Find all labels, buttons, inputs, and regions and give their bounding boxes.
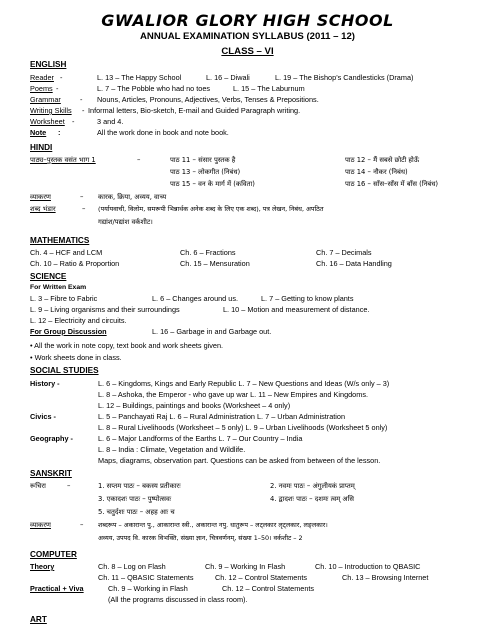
computer-theory-label: Theory [30,562,55,571]
social-heading: SOCIAL STUDIES [30,366,99,375]
social-history-line2: L. 8 – Ashoka, the Emperor - who gave up war L. 11 – New Empires and Kingdoms. [98,390,368,399]
science-group-text: L. 16 – Garbage in and Garbage out. [152,327,272,336]
hindi-vocab-sep: – [82,205,86,213]
sanskrit-grammar-line1: शब्दरूप – अकारान्त पु., आकारान्त स्त्री., अकारान्त नपु. धातुरूप – लट्लकार लृट्लकार, लङ्लकार। [98,521,328,529]
english-note-label: Note [30,128,47,137]
maths-ch4: Ch. 4 – HCF and LCM [30,248,103,257]
computer-ch10: Ch. 10 – Introduction to QBASIC [315,562,421,571]
hindi-grammar-topics: कारक, क्रिया, अव्यय, वाच्य [98,193,167,201]
hindi-grammar-label: व्याकरण [30,193,51,201]
computer-practical-ch9: Ch. 9 – Working in Flash [108,584,188,593]
english-poems-label: Poems [30,84,53,93]
social-geo-label: Geography - [30,434,73,443]
english-grammar-label: Grammar [30,95,61,104]
hindi-lesson-11: पाठ 11 – संसार पुस्तक है [170,156,236,164]
english-poems-l7: L. 7 – The Pobble who had no toes [97,84,211,93]
sanskrit-lesson-3: 3. एकादशः पाठः – पुष्पोत्सवः [98,495,172,503]
maths-ch6: Ch. 6 – Fractions [180,248,236,257]
hindi-lesson-12: पाठ 12 – मैं सबसे छोटी होऊँ [345,156,420,164]
sanskrit-lesson-4: 4. द्वादशः पाठः – दशमः त्वम् असि [270,495,354,503]
sanskrit-grammar-label: व्याकरण [30,521,51,529]
english-worksheet-value: 3 and 4. [97,117,124,126]
hindi-lesson-14: पाठ 14 – नौकर (निबंध) [345,168,408,176]
syllabus-title: ANNUAL EXAMINATION SYLLABUS (2011 – 12) [139,31,355,42]
science-written-label: For Written Exam [30,284,87,291]
hindi-book-sep: – [137,156,141,164]
maths-ch10: Ch. 10 – Ratio & Proportion [30,259,120,268]
english-writing-sep: - [82,106,85,115]
english-reader-label: Reader [30,73,54,82]
english-worksheet-sep: - [72,117,75,126]
sanskrit-grammar-line2: अव्यय, उपपद वि. कारक विभक्ति, संख्या ज्ञान, चित्रवर्णनम्, संख्या 1–50। वर्कशीट – 2 [98,534,303,542]
english-reader-l19: L. 19 – The Bishop’s Candlesticks (Drama) [275,73,414,82]
hindi-lesson-16: पाठ 16 – साँस–साँस में बाँस (निबंध) [345,180,439,188]
art-heading: ART [30,615,47,624]
sanskrit-lesson-2: 2. नवमः पाठः – अंगुलीयकं प्राप्तम् [270,482,355,490]
science-l6: L. 6 – Changes around us. [152,294,239,303]
sanskrit-book-sep: – [67,482,71,490]
english-note-text: All the work done in book and note book. [97,128,229,137]
social-geo-line3: Maps, diagrams, observation part. Questions can be asked from between of the lesson. [98,456,381,465]
english-reader-l16: L. 16 – Diwali [206,73,250,82]
social-civics-line1: L. 5 – Panchayati Raj L. 6 – Rural Administration L. 7 – Urban Administration [98,412,346,421]
hindi-vocab-line2: गद्यांश/पद्यांश वर्कशीट। [98,218,153,226]
hindi-grammar-sep: – [80,193,84,201]
hindi-book-label: पाठ्य–पुस्तक वसंत भाग 1 [30,156,96,164]
social-civics-label: Civics - [30,412,56,421]
computer-ch9: Ch. 9 – Working In Flash [205,562,286,571]
science-bullet-2: • Work sheets done in class. [30,353,122,362]
maths-heading: MATHEMATICS [30,236,90,245]
science-l12: L. 12 – Electricity and circuits. [30,316,127,325]
maths-ch16: Ch. 16 – Data Handling [316,259,392,268]
english-poems-l15: L. 15 – The Laburnum [233,84,305,93]
social-geo-line2: L. 8 – India : Climate, Vegetation and Wildlife. [98,445,246,454]
english-note-sep: : [58,128,61,137]
social-geo-line1: L. 6 – Major Landforms of the Earths L. 7 – Our Country – India [98,434,303,443]
maths-ch15: Ch. 15 – Mensuration [180,259,250,268]
english-writing-label: Writing Skills [30,106,72,115]
science-l10: L. 10 – Motion and measurement of distance. [223,305,370,314]
science-l9: L. 9 – Living organisms and their surroundings [30,305,180,314]
hindi-vocab-line1: (पर्यायवाची, विलोम, समरूपी भिन्नार्थक अनेक शब्द के लिए एक शब्द), पत्र लेखन, निबंध, अपठित [98,205,324,213]
english-grammar-sep: - [80,95,83,104]
computer-ch13: Ch. 13 – Browsing Internet [342,573,429,582]
science-l3: L. 3 – Fibre to Fabric [30,294,98,303]
sanskrit-grammar-sep: – [80,521,84,529]
hindi-heading: HINDI [30,143,53,152]
english-worksheet-label: Worksheet [30,117,65,126]
computer-ch8: Ch. 8 – Log on Flash [98,562,166,571]
hindi-vocab-label: शब्द भंडार [30,205,56,213]
science-group-label: For Group Discussion [30,327,107,336]
computer-ch11: Ch. 11 – QBASIC Statements [98,573,194,582]
social-civics-line2: L. 8 – Rural Livelihoods (Worksheet – 5 only) L. 9 – Urban Livelihoods (Worksheet 5 only) [98,423,388,432]
school-name: GWALIOR GLORY HIGH SCHOOL [101,11,394,30]
english-reader-sep: - [60,73,63,82]
science-heading: SCIENCE [30,272,67,281]
english-writing-topics: Informal letters, Bio-sketch, E-mail and Guided Paragraph writing. [88,106,301,115]
english-heading: ENGLISH [30,60,67,69]
maths-ch7: Ch. 7 – Decimals [316,248,372,257]
computer-ch12: Ch. 12 – Control Statements [215,573,308,582]
sanskrit-lesson-1: 1. सप्तम पाठः – बकस्य प्रतीकारः [98,482,181,490]
sanskrit-book-label: रूचिरा [30,482,46,490]
social-history-line1: L. 6 – Kingdoms, Kings and Early Republic L. 7 – New Questions and Ideas (W/s only – 3) [98,379,390,388]
english-reader-l13: L. 13 – The Happy School [97,73,182,82]
social-history-line3: L. 12 – Buildings, paintings and books (Worksheet – 4 only) [98,401,291,410]
science-bullet-1: • All the work in note copy, text book and work sheets given. [30,341,224,350]
social-history-label: History - [30,379,60,388]
computer-practical-note: (All the programs discussed in class room). [108,595,248,604]
class-title: CLASS – VI [221,46,274,57]
computer-practical-ch12: Ch. 12 – Control Statements [222,584,315,593]
computer-heading: COMPUTER [30,550,77,559]
hindi-lesson-15: पाठ 15 – वन के मार्ग में (कविता) [170,180,255,188]
computer-practical-label: Practical + Viva [30,584,84,593]
sanskrit-lesson-5: 5. चतुर्दशः पाठः – अहह आः च [98,508,175,516]
english-poems-sep: - [56,84,59,93]
english-grammar-topics: Nouns, Articles, Pronouns, Adjectives, Verbs, Tenses & Prepositions. [97,95,319,104]
science-l7: L. 7 – Getting to know plants [261,294,354,303]
hindi-lesson-13: पाठ 13 – लोकगीत (निबंध) [170,168,241,176]
sanskrit-heading: SANSKRIT [30,469,72,478]
